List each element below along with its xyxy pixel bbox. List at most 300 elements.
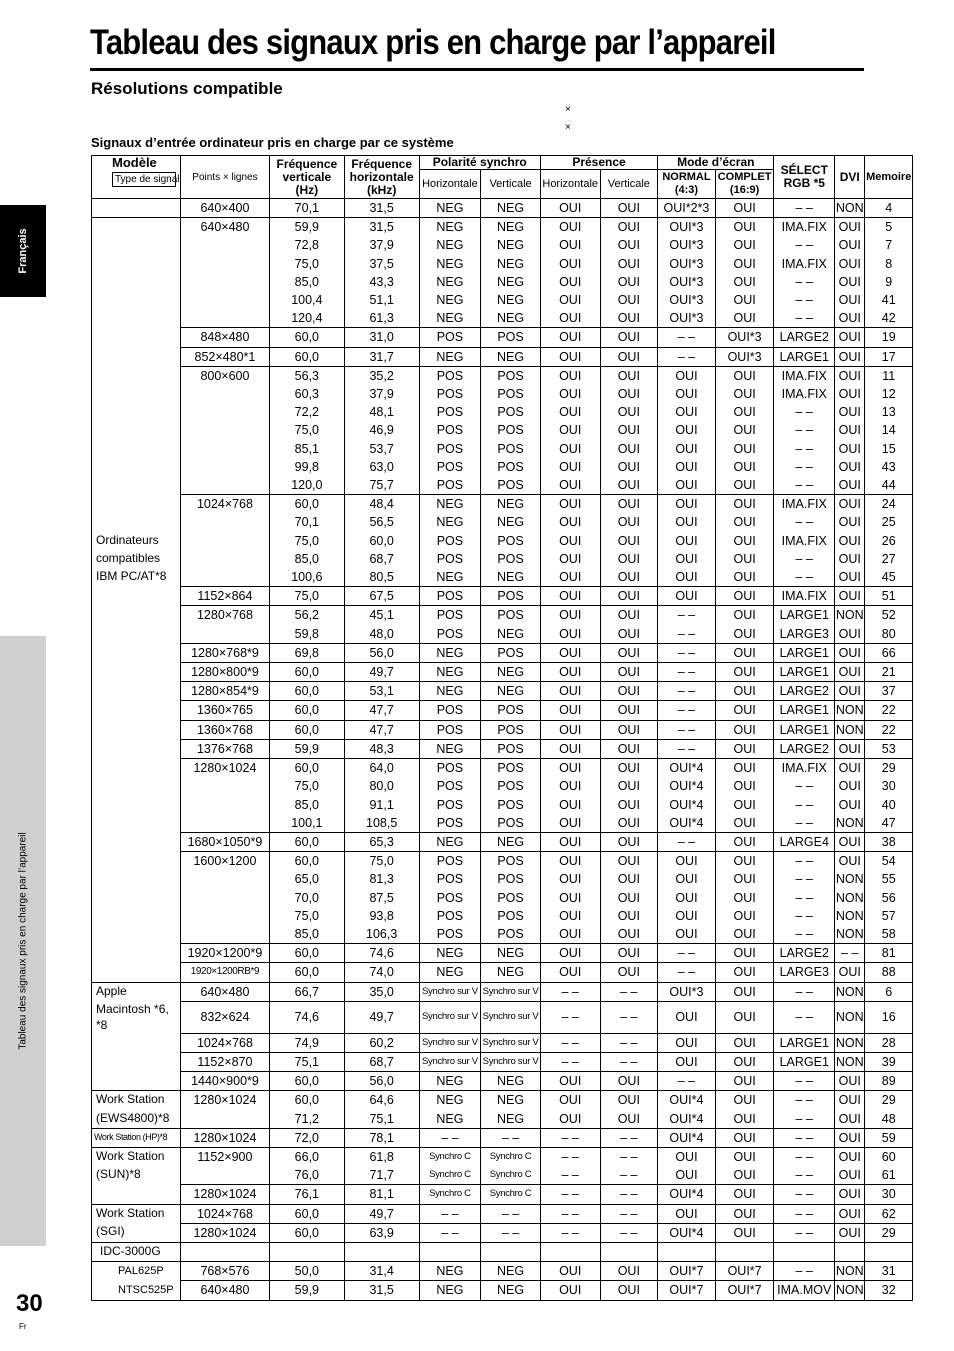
rgb-cell: – – — [774, 1185, 835, 1204]
pol-v-cell: NEG — [481, 309, 541, 328]
pres-h-cell: OUI — [540, 291, 600, 309]
page-language: Fr — [19, 1322, 27, 1331]
freq-v-cell: 72,0 — [269, 1128, 344, 1147]
model-cell: Macintosh *6, *8 — [92, 1001, 181, 1033]
resolution-cell: 1600×1200 — [180, 852, 269, 871]
freq-v-cell: 60,0 — [269, 701, 344, 720]
pol-h-cell: NEG — [419, 944, 481, 963]
memoire-cell: 27 — [865, 550, 913, 568]
pres-v-cell: OUI — [600, 814, 658, 833]
freq-v-cell: 75,0 — [269, 255, 344, 273]
freq-v-cell: 59,9 — [269, 1281, 344, 1300]
freq-h-cell: 31,0 — [344, 328, 419, 347]
header-normal: NORMAL (4:3) — [658, 170, 716, 199]
pol-v-cell: NEG — [481, 832, 541, 851]
model-cell — [92, 625, 181, 644]
freq-v-cell: 85,0 — [269, 273, 344, 291]
dvi-cell: OUI — [835, 1110, 865, 1129]
freq-v-cell: 66,0 — [269, 1147, 344, 1166]
table-row — [92, 218, 913, 237]
pres-h-cell: – – — [540, 1185, 600, 1204]
pres-h-cell: OUI — [540, 385, 600, 403]
pres-v-cell: OUI — [600, 385, 658, 403]
rgb-cell: – – — [774, 403, 835, 421]
pol-v-cell: POS — [481, 458, 541, 476]
pres-v-cell — [600, 1242, 658, 1261]
header-memoire: Memoire — [865, 156, 913, 199]
table-row — [92, 625, 913, 644]
pol-v-cell: POS — [481, 889, 541, 907]
pres-v-cell: OUI — [600, 796, 658, 814]
freq-h-cell: 106,3 — [344, 925, 419, 944]
normal-cell: OUI — [658, 870, 716, 888]
model-cell: (SUN)*8 — [92, 1166, 181, 1185]
dvi-cell: OUI — [835, 476, 865, 495]
freq-h-cell: 35,2 — [344, 366, 419, 385]
pol-h-cell: NEG — [419, 513, 481, 531]
freq-v-cell: 72,2 — [269, 403, 344, 421]
dvi-cell: OUI — [835, 568, 865, 587]
normal-cell: OUI — [658, 1033, 716, 1052]
pol-v-cell: NEG — [481, 255, 541, 273]
pres-v-cell: – – — [600, 1001, 658, 1033]
pol-v-cell: POS — [481, 532, 541, 550]
pol-v-cell: NEG — [481, 568, 541, 587]
memoire-cell: 31 — [865, 1262, 913, 1281]
pres-v-cell: OUI — [600, 1262, 658, 1281]
pres-h-cell: OUI — [540, 1110, 600, 1129]
pres-h-cell: OUI — [540, 663, 600, 682]
section-tab — [0, 636, 46, 1246]
model-cell — [92, 236, 181, 254]
pres-v-cell: OUI — [600, 440, 658, 458]
table-row — [92, 1001, 913, 1033]
pres-h-cell: OUI — [540, 403, 600, 421]
memoire-cell: 28 — [865, 1033, 913, 1052]
model-cell — [92, 944, 181, 963]
pol-v-cell: Synchro C — [481, 1147, 541, 1166]
normal-cell: OUI — [658, 421, 716, 439]
dvi-cell: NON — [835, 1033, 865, 1052]
resolution-cell — [180, 458, 269, 476]
pres-h-cell: OUI — [540, 495, 600, 514]
table-row — [92, 1185, 913, 1204]
complet-cell: OUI — [715, 1110, 774, 1129]
table-row — [92, 1052, 913, 1071]
cross-mark: × — [565, 122, 571, 133]
pres-h-cell: OUI — [540, 587, 600, 606]
pol-h-cell: POS — [419, 532, 481, 550]
model-cell — [92, 832, 181, 851]
pres-v-cell: OUI — [600, 682, 658, 701]
resolution-cell: 1360×765 — [180, 701, 269, 720]
pol-h-cell: POS — [419, 550, 481, 568]
pol-v-cell: NEG — [481, 1110, 541, 1129]
pol-h-cell: NEG — [419, 739, 481, 758]
complet-cell: OUI*3 — [715, 328, 774, 347]
freq-v-cell — [269, 1242, 344, 1261]
resolution-cell: 1280×1024 — [180, 1223, 269, 1242]
pres-h-cell: OUI — [540, 421, 600, 439]
pol-v-cell: POS — [481, 907, 541, 925]
freq-h-cell: 56,0 — [344, 1072, 419, 1091]
memoire-cell: 57 — [865, 907, 913, 925]
resolution-cell: 640×400 — [180, 199, 269, 218]
pres-v-cell: OUI — [600, 1072, 658, 1091]
pres-h-cell: OUI — [540, 796, 600, 814]
resolution-cell: 640×480 — [180, 218, 269, 237]
resolution-cell: 1280×1024 — [180, 1128, 269, 1147]
table-row — [92, 385, 913, 403]
memoire-cell: 39 — [865, 1052, 913, 1071]
freq-h-cell: 87,5 — [344, 889, 419, 907]
pres-h-cell: OUI — [540, 963, 600, 982]
rgb-cell: – – — [774, 1001, 835, 1033]
pres-v-cell: OUI — [600, 236, 658, 254]
rgb-cell: IMA.FIX — [774, 759, 835, 778]
freq-v-cell: 74,6 — [269, 1001, 344, 1033]
complet-cell: OUI — [715, 236, 774, 254]
table-row — [92, 814, 913, 833]
complet-cell: OUI — [715, 889, 774, 907]
dvi-cell: NON — [835, 199, 865, 218]
complet-cell: OUI — [715, 1185, 774, 1204]
model-cell — [92, 199, 181, 218]
table-row — [92, 1281, 913, 1300]
memoire-cell: 44 — [865, 476, 913, 495]
freq-h-cell: 53,1 — [344, 682, 419, 701]
normal-cell: OUI — [658, 925, 716, 944]
normal-cell: OUI — [658, 1204, 716, 1223]
model-cell — [92, 291, 181, 309]
freq-v-cell: 72,8 — [269, 236, 344, 254]
pol-h-cell: POS — [419, 720, 481, 739]
signal-table-body — [92, 199, 913, 1301]
pol-v-cell: POS — [481, 870, 541, 888]
pres-h-cell: OUI — [540, 273, 600, 291]
rgb-cell: – – — [774, 796, 835, 814]
model-cell — [92, 513, 181, 531]
normal-cell: OUI*3 — [658, 255, 716, 273]
resolution-cell — [180, 440, 269, 458]
pres-h-cell: OUI — [540, 199, 600, 218]
model-cell — [92, 347, 181, 366]
rgb-cell: LARGE3 — [774, 625, 835, 644]
pol-v-cell: NEG — [481, 663, 541, 682]
freq-v-cell: 60,0 — [269, 944, 344, 963]
pres-h-cell: OUI — [540, 625, 600, 644]
memoire-cell: 24 — [865, 495, 913, 514]
complet-cell: OUI — [715, 385, 774, 403]
table-row — [92, 476, 913, 495]
resolution-cell: 1280×768*9 — [180, 643, 269, 662]
normal-cell: OUI*3 — [658, 236, 716, 254]
model-cell: compatibles — [92, 550, 181, 568]
complet-cell: OUI — [715, 568, 774, 587]
memoire-cell: 6 — [865, 982, 913, 1001]
pol-v-cell: NEG — [481, 682, 541, 701]
freq-v-cell: 56,3 — [269, 366, 344, 385]
model-cell — [92, 963, 181, 982]
pol-v-cell: Synchro sur V — [481, 982, 541, 1001]
freq-v-cell: 60,0 — [269, 1223, 344, 1242]
dvi-cell: OUI — [835, 495, 865, 514]
freq-h-cell: 31,5 — [344, 218, 419, 237]
dvi-cell: NON — [835, 720, 865, 739]
pol-v-cell: POS — [481, 643, 541, 662]
model-cell: Work Station — [92, 1147, 181, 1166]
freq-h-cell: 48,0 — [344, 625, 419, 644]
pres-v-cell: OUI — [600, 328, 658, 347]
pres-v-cell: OUI — [600, 963, 658, 982]
rgb-cell: – – — [774, 889, 835, 907]
dvi-cell: OUI — [835, 1091, 865, 1110]
complet-cell: OUI — [715, 366, 774, 385]
resolution-cell — [180, 309, 269, 328]
dvi-cell: NON — [835, 1281, 865, 1300]
freq-v-cell: 59,8 — [269, 625, 344, 644]
freq-h-cell: 91,1 — [344, 796, 419, 814]
freq-v-cell: 60,0 — [269, 759, 344, 778]
freq-v-cell: 69,8 — [269, 643, 344, 662]
complet-cell: OUI — [715, 440, 774, 458]
freq-h-cell: 68,7 — [344, 1052, 419, 1071]
freq-h-cell: 67,5 — [344, 587, 419, 606]
freq-h-cell: 49,7 — [344, 1001, 419, 1033]
pol-h-cell: Synchro sur V — [419, 1033, 481, 1052]
complet-cell — [715, 1242, 774, 1261]
pol-h-cell: NEG — [419, 291, 481, 309]
normal-cell: OUI — [658, 458, 716, 476]
pol-h-cell: Synchro C — [419, 1185, 481, 1204]
model-cell — [92, 925, 181, 944]
pol-h-cell: NEG — [419, 1072, 481, 1091]
normal-cell: OUI — [658, 1052, 716, 1071]
resolution-cell — [180, 1110, 269, 1129]
pol-v-cell: Synchro sur V — [481, 1001, 541, 1033]
pres-v-cell: OUI — [600, 777, 658, 795]
memoire-cell: 12 — [865, 385, 913, 403]
pres-v-cell: OUI — [600, 495, 658, 514]
pres-v-cell: OUI — [600, 925, 658, 944]
rgb-cell: IMA.FIX — [774, 532, 835, 550]
dvi-cell: OUI — [835, 796, 865, 814]
rgb-cell: – – — [774, 513, 835, 531]
complet-cell: OUI — [715, 739, 774, 758]
model-cell: IDC-3000G — [92, 1242, 181, 1261]
freq-h-cell: 53,7 — [344, 440, 419, 458]
resolution-cell: 1360×768 — [180, 720, 269, 739]
freq-v-cell: 65,0 — [269, 870, 344, 888]
freq-v-cell: 59,9 — [269, 739, 344, 758]
header-model-label: Modèle — [112, 155, 157, 170]
pres-v-cell: OUI — [600, 218, 658, 237]
pres-v-cell: OUI — [600, 458, 658, 476]
normal-cell: – – — [658, 739, 716, 758]
model-cell: Apple — [92, 982, 181, 1001]
pres-h-cell: OUI — [540, 720, 600, 739]
freq-h-cell: 47,7 — [344, 720, 419, 739]
dvi-cell: OUI — [835, 682, 865, 701]
freq-v-cell: 60,0 — [269, 852, 344, 871]
pres-h-cell: OUI — [540, 852, 600, 871]
complet-cell: OUI — [715, 513, 774, 531]
memoire-cell: 22 — [865, 720, 913, 739]
pres-v-cell: OUI — [600, 403, 658, 421]
resolution-cell — [180, 870, 269, 888]
freq-h-cell: 45,1 — [344, 606, 419, 625]
memoire-cell: 29 — [865, 759, 913, 778]
pres-v-cell: OUI — [600, 739, 658, 758]
pol-h-cell: Synchro sur V — [419, 1052, 481, 1071]
resolution-cell — [180, 255, 269, 273]
resolution-cell — [180, 236, 269, 254]
dvi-cell: OUI — [835, 1166, 865, 1185]
pres-h-cell: OUI — [540, 532, 600, 550]
resolution-cell: 1280×1024 — [180, 1091, 269, 1110]
freq-h-cell: 80,5 — [344, 568, 419, 587]
pres-v-cell: – – — [600, 1052, 658, 1071]
dvi-cell: OUI — [835, 236, 865, 254]
freq-h-cell: 64,0 — [344, 759, 419, 778]
dvi-cell: OUI — [835, 587, 865, 606]
memoire-cell: 88 — [865, 963, 913, 982]
model-cell — [92, 1033, 181, 1052]
table-row — [92, 309, 913, 328]
freq-h-cell: 31,4 — [344, 1262, 419, 1281]
model-cell — [92, 255, 181, 273]
pol-h-cell: POS — [419, 606, 481, 625]
complet-cell: OUI — [715, 1072, 774, 1091]
normal-cell: OUI*4 — [658, 1091, 716, 1110]
dvi-cell: OUI — [835, 440, 865, 458]
table-row — [92, 403, 913, 421]
model-cell — [92, 870, 181, 888]
complet-cell: OUI — [715, 1204, 774, 1223]
complet-cell: OUI — [715, 870, 774, 888]
complet-cell: OUI — [715, 273, 774, 291]
section-subtitle: Résolutions compatible — [91, 79, 283, 98]
freq-v-cell: 70,1 — [269, 199, 344, 218]
rgb-cell: IMA.FIX — [774, 495, 835, 514]
normal-cell: – – — [658, 606, 716, 625]
freq-v-cell: 60,3 — [269, 385, 344, 403]
pol-h-cell: NEG — [419, 1262, 481, 1281]
table-row — [92, 1262, 913, 1281]
table-row — [92, 1128, 913, 1147]
freq-v-cell: 85,0 — [269, 925, 344, 944]
pres-v-cell: – – — [600, 1166, 658, 1185]
pres-h-cell: – – — [540, 1147, 600, 1166]
header-model — [92, 156, 181, 199]
pol-v-cell: POS — [481, 421, 541, 439]
rgb-cell: – – — [774, 852, 835, 871]
freq-v-cell: 60,0 — [269, 682, 344, 701]
header-pol-horizontale: Horizontale — [419, 170, 481, 199]
freq-h-cell: 71,7 — [344, 1166, 419, 1185]
dvi-cell: OUI — [835, 273, 865, 291]
table-row — [92, 982, 913, 1001]
resolution-cell: 1920×1200*9 — [180, 944, 269, 963]
header-pol-verticale: Verticale — [481, 170, 541, 199]
memoire-cell: 59 — [865, 1128, 913, 1147]
memoire-cell: 41 — [865, 291, 913, 309]
rgb-cell — [774, 1242, 835, 1261]
pol-v-cell: POS — [481, 366, 541, 385]
pol-v-cell: POS — [481, 777, 541, 795]
table-row — [92, 889, 913, 907]
table-row — [92, 236, 913, 254]
normal-cell: – – — [658, 963, 716, 982]
pol-h-cell: POS — [419, 385, 481, 403]
pol-h-cell: – – — [419, 1204, 481, 1223]
rgb-cell: – – — [774, 777, 835, 795]
dvi-cell: OUI — [835, 1072, 865, 1091]
table-row — [92, 1072, 913, 1091]
pres-v-cell: OUI — [600, 663, 658, 682]
complet-cell: OUI — [715, 814, 774, 833]
resolution-cell: 1440×900*9 — [180, 1072, 269, 1091]
complet-cell: OUI — [715, 550, 774, 568]
freq-v-cell: 60,0 — [269, 1072, 344, 1091]
rgb-cell: IMA.MOV — [774, 1281, 835, 1300]
memoire-cell: 48 — [865, 1110, 913, 1129]
memoire-cell: 21 — [865, 663, 913, 682]
rgb-cell: – – — [774, 421, 835, 439]
memoire-cell: 58 — [865, 925, 913, 944]
dvi-cell: NON — [835, 1001, 865, 1033]
rgb-cell: LARGE2 — [774, 328, 835, 347]
freq-h-cell: 80,0 — [344, 777, 419, 795]
pol-v-cell: NEG — [481, 236, 541, 254]
pol-h-cell: NEG — [419, 273, 481, 291]
pol-v-cell: NEG — [481, 963, 541, 982]
pol-v-cell: NEG — [481, 1072, 541, 1091]
freq-v-cell: 75,0 — [269, 587, 344, 606]
freq-v-cell: 60,0 — [269, 495, 344, 514]
pol-v-cell: POS — [481, 739, 541, 758]
pol-h-cell: POS — [419, 458, 481, 476]
resolution-cell: 800×600 — [180, 366, 269, 385]
header-complet: COMPLET (16:9) — [715, 170, 774, 199]
memoire-cell: 5 — [865, 218, 913, 237]
resolution-cell: 1680×1050*9 — [180, 832, 269, 851]
pres-h-cell: OUI — [540, 328, 600, 347]
memoire-cell: 66 — [865, 643, 913, 662]
normal-cell: OUI — [658, 403, 716, 421]
rgb-cell: – – — [774, 291, 835, 309]
pres-h-cell: OUI — [540, 944, 600, 963]
pol-h-cell: POS — [419, 421, 481, 439]
table-row — [92, 1223, 913, 1242]
pres-v-cell: OUI — [600, 476, 658, 495]
pres-h-cell: OUI — [540, 255, 600, 273]
pol-v-cell: NEG — [481, 347, 541, 366]
freq-v-cell: 60,0 — [269, 663, 344, 682]
table-row — [92, 925, 913, 944]
freq-h-cell: 68,7 — [344, 550, 419, 568]
dvi-cell: OUI — [835, 458, 865, 476]
table-row — [92, 1091, 913, 1110]
table-caption: Signaux d’entrée ordinateur pris en charge par ce système — [91, 135, 454, 150]
pol-h-cell: NEG — [419, 347, 481, 366]
pol-v-cell: Synchro C — [481, 1166, 541, 1185]
rgb-cell: IMA.FIX — [774, 385, 835, 403]
freq-v-cell: 100,4 — [269, 291, 344, 309]
pres-v-cell: OUI — [600, 309, 658, 328]
normal-cell: OUI*3 — [658, 309, 716, 328]
normal-cell: OUI*4 — [658, 1110, 716, 1129]
